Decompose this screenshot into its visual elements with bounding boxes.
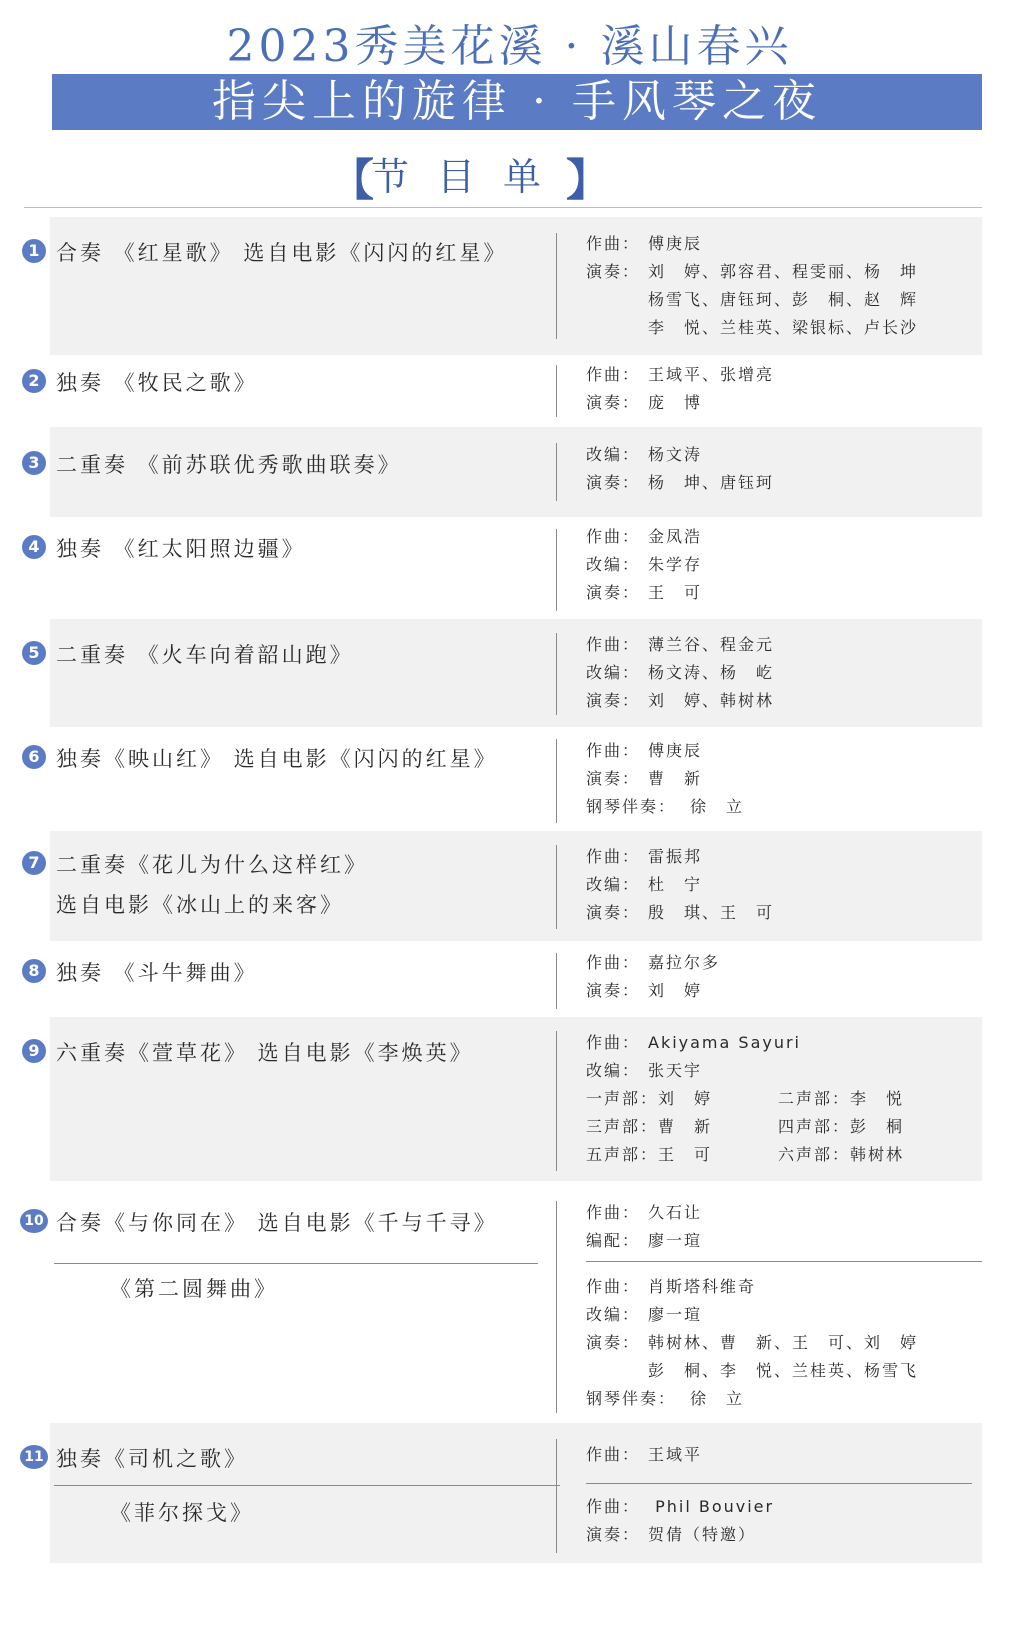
program-title: 独奏 《红太阳照边疆》: [56, 537, 306, 561]
credit-line: 编配： 廖一瑄: [586, 1231, 703, 1250]
column-divider: [556, 739, 557, 823]
credit-line: 演奏： 刘 婷、韩树林: [586, 691, 775, 710]
program-number-badge: 10: [20, 1209, 48, 1233]
program-sub-credits: [586, 1273, 918, 1413]
credit-line: 作曲： 金凤浩: [586, 527, 703, 546]
program-item: [28, 831, 982, 941]
program-item: [28, 355, 982, 427]
program-number-badge: 5: [22, 641, 46, 665]
program-title: 二重奏 《前苏联优秀歌曲联奏》: [56, 453, 402, 477]
program-title: 合奏《与你同在》 选自电影《千与千寻》: [56, 1211, 498, 1235]
program-number-badge: 2: [22, 369, 46, 393]
program-title: 独奏《司机之歌》: [56, 1447, 248, 1471]
column-divider: [556, 1201, 557, 1413]
program-item: [28, 619, 982, 727]
credit-line: 作曲： 王域平: [586, 1445, 703, 1464]
column-divider: [556, 845, 557, 929]
program-item: [28, 1017, 982, 1181]
title-divider: [54, 1263, 538, 1264]
credit-line: 演奏： 殷 琪、王 可: [586, 903, 775, 922]
banner: [52, 74, 982, 130]
bracket-left-icon: 【: [330, 155, 374, 206]
credit-line: 李 悦、兰桂英、梁银标、卢长沙: [648, 318, 919, 337]
column-divider: [556, 529, 557, 611]
column-divider: [556, 1031, 557, 1171]
program-credits: [586, 361, 774, 417]
credit-line: 作曲： 傅庚辰: [586, 741, 703, 760]
program-credits: [586, 843, 774, 927]
credit-line: 改编： 朱学存: [586, 555, 703, 574]
program-title: 二重奏 《火车向着韶山跑》: [56, 643, 354, 667]
program-item: [24, 1423, 982, 1563]
credit-line: 改编： 廖一瑄: [586, 1305, 703, 1324]
credit-line: 演奏： 庞 博: [586, 393, 703, 412]
program-label: 节目单: [370, 155, 569, 199]
program-item: [28, 941, 982, 1017]
title-divider: [54, 1485, 560, 1486]
program-title: 二重奏《花儿为什么这样红》: [56, 853, 368, 877]
program-number-badge: 3: [22, 451, 46, 475]
column-divider: [556, 365, 557, 417]
credit-line: 作曲： 薄兰谷、程金元: [586, 635, 775, 654]
credit-line: 演奏： 贺倩（特邀）: [586, 1525, 757, 1544]
credit-line: 改编： 张天宇: [586, 1061, 703, 1080]
credits-divider: [586, 1483, 972, 1484]
program-credits: [586, 441, 774, 497]
column-divider: [556, 953, 557, 1009]
program-credits: [586, 230, 918, 342]
program-credits: [586, 631, 774, 715]
program-number-badge: 7: [22, 851, 46, 875]
program-number-badge: 4: [22, 535, 46, 559]
credit-line: 彭 桐、李 悦、兰桂英、杨雪飞: [648, 1361, 919, 1380]
credit-line: 改编： 杨文涛、杨 屹: [586, 663, 775, 682]
program-title: 独奏 《斗牛舞曲》: [56, 961, 258, 985]
program-credits: [586, 949, 720, 1005]
credit-line: 作曲： 雷振邦: [586, 847, 703, 866]
program-credits: [586, 523, 702, 607]
program-number-badge: 11: [20, 1445, 48, 1469]
credit-line: 演奏： 杨 坤、唐钰珂: [586, 473, 775, 492]
credit-line: 改编： 杜 宁: [586, 875, 703, 894]
program-credits: [586, 1199, 702, 1255]
part-line: 一声部：刘 婷 二声部：李 悦: [586, 1089, 905, 1108]
part-line: 三声部：曹 新 四声部：彭 桐: [586, 1117, 905, 1136]
bracket-right-icon: 】: [566, 155, 610, 206]
column-divider: [556, 633, 557, 715]
credit-line: 作曲： 王域平、张增亮: [586, 365, 775, 384]
column-divider: [556, 443, 557, 501]
credit-line: 演奏： 刘 婷: [586, 981, 703, 1000]
program-title: 独奏 《牧民之歌》: [56, 371, 258, 395]
credit-line: 作曲： Phil Bouvier: [586, 1497, 775, 1516]
program-subtitle: 《第二圆舞曲》: [110, 1277, 278, 1301]
banner-title: 指尖上的旋律 · 手风琴之夜: [212, 76, 822, 127]
credit-line: 钢琴伴奏： 徐 立: [586, 797, 745, 816]
column-divider: [556, 1439, 557, 1553]
program-credits: [586, 1441, 702, 1469]
program-title: 独奏《映山红》 选自电影《闪闪的红星》: [56, 747, 498, 771]
program-number-badge: 1: [22, 239, 46, 263]
program-item: [24, 1181, 982, 1423]
program-subtitle: 《菲尔探戈》: [110, 1501, 254, 1525]
program-title-line2: 选自电影《冰山上的来客》: [56, 893, 344, 917]
program-number-badge: 6: [22, 745, 46, 769]
program-item: [28, 727, 982, 831]
credit-line: 演奏： 刘 婷、郭容君、程雯丽、杨 坤: [586, 262, 919, 281]
program-heading: [320, 140, 620, 206]
credit-line: 作曲： 嘉拉尔多: [586, 953, 721, 972]
credit-line: 改编： 杨文涛: [586, 445, 703, 464]
credit-line: 演奏： 韩树林、曹 新、王 可、刘 婷: [586, 1333, 919, 1352]
program-item: [28, 517, 982, 619]
column-divider: [556, 233, 557, 339]
credit-line: 杨雪飞、唐钰珂、彭 桐、赵 辉: [648, 290, 919, 309]
program-number-badge: 8: [22, 959, 46, 983]
credit-line: 演奏： 曹 新: [586, 769, 703, 788]
program-title: 六重奏《萱草花》 选自电影《李焕英》: [56, 1041, 474, 1065]
credit-line: 作曲： 肖斯塔科维奇: [586, 1277, 757, 1296]
credit-line: 作曲： 傅庚辰: [586, 234, 703, 253]
part-line: 五声部：王 可 六声部：韩树林: [586, 1145, 905, 1164]
program-item: [28, 427, 982, 517]
program-number-badge: 9: [22, 1039, 46, 1063]
header-divider: [24, 207, 982, 208]
credit-line: 作曲： 久石让: [586, 1203, 703, 1222]
program-title: 合奏 《红星歌》 选自电影《闪闪的红星》: [56, 241, 508, 265]
program-sub-credits: [586, 1493, 774, 1549]
event-title: 2023秀美花溪 · 溪山春兴: [226, 21, 793, 72]
credit-line: 演奏： 王 可: [586, 583, 703, 602]
program-item: [28, 217, 982, 355]
credit-line: 钢琴伴奏： 徐 立: [586, 1389, 745, 1408]
credit-line: 作曲： Akiyama Sayuri: [586, 1033, 801, 1052]
credits-divider: [586, 1261, 982, 1262]
program-credits: [586, 737, 744, 821]
program-credits: [586, 1029, 904, 1169]
